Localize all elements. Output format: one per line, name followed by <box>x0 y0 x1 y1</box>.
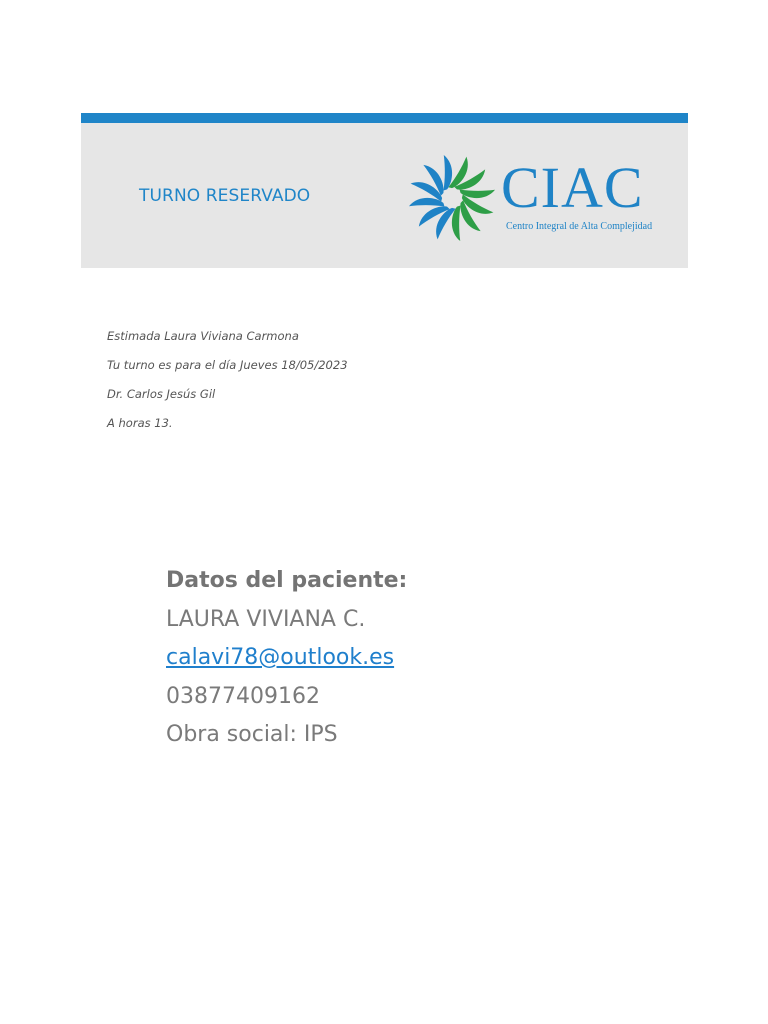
appointment-message <box>107 326 348 442</box>
appointment-time-line: A horas 13. <box>107 416 173 430</box>
logo-wordmark: CIAC <box>501 155 644 220</box>
banner-title: TURNO RESERVADO <box>139 186 311 206</box>
patient-email-link[interactable]: calavi78@outlook.es <box>166 645 395 670</box>
patient-name: LAURA VIVIANA C. <box>166 606 366 632</box>
ciac-logo <box>407 153 652 243</box>
doctor-line: Dr. Carlos Jesús Gil <box>107 387 216 401</box>
patient-details-heading: Datos del paciente: <box>166 568 408 593</box>
appointment-date-line: Tu turno es para el día Jueves 18/05/2023 <box>107 358 348 372</box>
header-banner <box>81 113 688 268</box>
patient-details <box>166 562 407 755</box>
patient-insurance: Obra social: IPS <box>166 722 338 747</box>
patient-phone: 03877409162 <box>166 683 320 709</box>
spiral-logo-icon <box>407 153 497 243</box>
banner-top-bar <box>81 113 688 123</box>
logo-tagline: Centro Integral de Alta Complejidad <box>506 221 653 232</box>
greeting-line: Estimada Laura Viviana Carmona <box>107 329 299 343</box>
